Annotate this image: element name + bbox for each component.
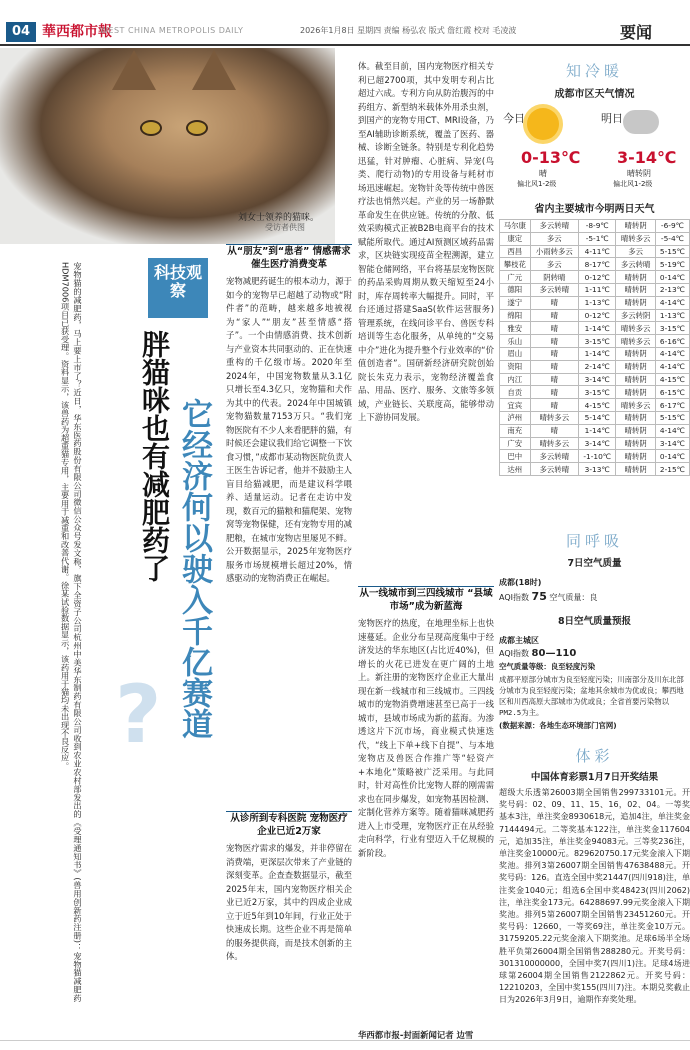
today-temp: 0-13℃ (521, 148, 581, 167)
weather-cell: 晴 (530, 322, 579, 335)
weather-cell: 晴 (530, 360, 579, 373)
weather-cell: 8-17℃ (579, 258, 616, 271)
weather-cell: 晴转阴 (616, 373, 656, 386)
city-weather-row (500, 450, 690, 463)
city-weather-row (500, 220, 690, 233)
weather-cell: 1-14℃ (579, 424, 616, 437)
weather-cell: -5-1℃ (579, 232, 616, 245)
weather-cell: 西昌 (500, 245, 531, 258)
cat-eye-left (140, 120, 162, 136)
tomorrow-label: 明日 (601, 112, 623, 125)
weather-cell: 晴转阴 (616, 347, 656, 360)
city-weather-row (500, 437, 690, 450)
weather-cell: 晴转阴 (616, 450, 656, 463)
weather-cell: 6-15℃ (655, 386, 689, 399)
city-weather-table (499, 219, 690, 476)
weather-cell: -5-4℃ (655, 232, 689, 245)
subhead-county: 从一线城市到三四线城市 “县域市场”成为新蓝海 (359, 588, 493, 612)
weather-cell: 6-17℃ (655, 399, 689, 412)
weather-cell: 眉山 (500, 347, 531, 360)
weather-cell: 晴转阴 (616, 360, 656, 373)
weather-cell: 晴 (530, 335, 579, 348)
weather-cell: 晴 (530, 373, 579, 386)
aqi2-quality: 空气质量等级：良至轻度污染 (499, 662, 596, 671)
aqi2-value: 80—110 (531, 648, 577, 659)
weather-cell: 5-19℃ (655, 258, 689, 271)
weather-cell: 多云转晴 (530, 450, 579, 463)
weather-cell: 晴转多云 (616, 335, 656, 348)
weather-cell: 自贡 (500, 386, 531, 399)
weather-cell: 4-14℃ (655, 360, 689, 373)
air-aqi-row (499, 590, 690, 603)
headline-sub: 它经济何以驶入千亿赛道 (176, 398, 212, 739)
weather-cell: 泸州 (500, 411, 531, 424)
article-body-4: 宠物医疗的热度，在地理坐标上也快速蔓延。企业分布呈现高度集中于经济发达的华东地区(占比近40%)，但增长的火花已进发在更广阔的土地上。新注册的宠物医疗企业正大量出现在新一线城市和三线城市。三四线城市的宠物消费增速甚至已高于一线城市，县域市场成为新的蓝海。为渗透这片下沉市场，商业模式快速迭代，“线上下单+线下自提”、与本地宠物店及兽医合作推广等“轻资产+本地化”策略被广泛采用。与此同时，针对高性价比宠物人群的刚需需求也在同步爆发，如宠物基因检测、定制化营养方案等。随着猫咪减肥药进入上市受理，宠物医疗正在从经验走向科学，行业有望迈入千亿规模的新阶段。 (358, 618, 494, 858)
weather-cell: 遂宁 (500, 296, 531, 309)
weather-cell: 晴转阴 (616, 283, 656, 296)
weather-cell: 多云转阴 (616, 309, 656, 322)
weather-cell: 多云转晴 (530, 463, 579, 476)
weather-cell: 多云 (616, 245, 656, 258)
air-city-2: 成都主城区 (499, 636, 539, 645)
weather-cell: -8-9℃ (579, 220, 616, 233)
weather-cell: 3-13℃ (579, 463, 616, 476)
lottery-panel (499, 745, 690, 1049)
weather-cell: 5-14℃ (579, 411, 616, 424)
weather-panel (499, 60, 690, 530)
lottery-results: 超级大乐透第26003期全国销售299733101元。开奖号码：02、09、11、15、16，02、04。一等奖基本3注，单注奖金8930618元，追加4注，单注奖金7144494元。二等奖基本122注，单注奖金117604元，追加35注，单注奖金94083元。三等奖236注，单注奖金10000元。829620750.17元奖金滚入下期奖池。排列3第26007期全国销售47638488元。开奖号码：126。直选全国中奖21447(四川918)注，单注奖金1040元；组选6全国中奖48423(四川2062)注，单注奖金173元。64288697.99元奖金滚入下期奖池。排列5第26007期全国销售23451260元。开奖号码：12660，一等奖69注，单注奖金10万元。31759205.22元奖金滚入下期奖池。足球6场半全场胜平负第26004期全国销售288280元。开奖号码：301310000000，全国中奖7(四川1)注。足球4场进球第26004期全国销售2122862元。开奖号码：12210203，全国中奖155(四川7)注。本期兑奖截止日为2026年3月9日，逾期作弃奖处理。 (499, 788, 690, 1005)
headline-main: 胖猫咪也有减肥药了 (138, 330, 171, 582)
subhead-clinics: 从诊所到专科医院 宠物医疗企业已近2万家 (226, 811, 352, 838)
city-weather-row (500, 411, 690, 424)
air-quality-panel (499, 530, 690, 731)
weather-cell: 攀枝花 (500, 258, 531, 271)
weather-cell: 0-12℃ (579, 309, 616, 322)
weather-cell: 晴转阴 (616, 271, 656, 284)
aqi-quality: 空气质量：良 (549, 593, 598, 602)
aqi2-label: AQI指数 (499, 649, 529, 658)
city-weather-row (500, 399, 690, 412)
air-subtitle-1: 7日空气质量 (567, 558, 622, 569)
air-note: 成都平原部分城市为良至轻度污染；川南部分及川东北部分城市为良至轻度污染；盆地其余城市为优或良；攀西地区和川西高原大部城市为优或良；全省首要污染物以PM2.5为主。 (499, 675, 684, 717)
weather-cell: 5-15℃ (655, 411, 689, 424)
weather-cell: 晴转多云 (616, 232, 656, 245)
cat-ear-left (112, 50, 156, 90)
city-weather-row (500, 258, 690, 271)
article-body-1: 宠物减肥药诞生的根本动力，源于如今的宠物早已超越了动物或“附件者”的范畴，越来越多地被视为“家人”“朋友”甚至情感“搭子”。一个由情感消费、技术创新与产业资本共同驱动的、正在快速重构的千亿级市场。2020年至2024年，中国宠物数量从3.1亿只增长至4.3亿只，宠物猫和犬作为其中的代表。2024年中国城镇宠物猫数量7153万只。“我们宠物医院有不少人来看肥胖的猫，有时候还会建议我们给它调整一下饮食习惯，”成都市某动物医院负责人王医生告诉记者，他并不鼓励主人盲目给猫减肥，而是建议科学喂养、适量运动。记者在走访中发现，数百元的猫粮和猫爬架、宠物窝等宠物保健，还有宠物专用的减肥粮，在城市宠物店里屡见不鲜。公开数据显示，2025年宠物医疗服务市场规模增长超过20%，情感驱动的宠物消费正在崛起。 (226, 276, 352, 583)
column-mid-1 (226, 244, 352, 1042)
tomorrow-desc: 晴转阴 (627, 169, 651, 178)
city-weather-row (500, 283, 690, 296)
weather-cell: 1-13℃ (579, 296, 616, 309)
city-weather-row (500, 424, 690, 437)
city-weather-row (500, 463, 690, 476)
air-subtitle-2: 8日空气质量预报 (557, 616, 632, 627)
byline: 华西都市报-封面新闻记者 边雪 (358, 1030, 474, 1040)
weather-cell: 阴转晴 (530, 271, 579, 284)
weather-cell: 4-15℃ (655, 373, 689, 386)
weather-cell: 3-15℃ (655, 322, 689, 335)
tomorrow-temp: 3-14℃ (617, 148, 677, 167)
weather-cell: 晴转阴 (616, 463, 656, 476)
column-mid-2 (358, 60, 494, 1041)
weather-cell: 6-16℃ (655, 335, 689, 348)
aqi-label: AQI指数 (499, 593, 529, 602)
weather-cell: 广元 (500, 271, 531, 284)
weather-cell: 3-14℃ (655, 437, 689, 450)
weather-cell: 2-14℃ (579, 360, 616, 373)
weather-cell: 绵阳 (500, 309, 531, 322)
city-weather-row (500, 245, 690, 258)
weather-cell: 4-15℃ (579, 399, 616, 412)
weather-cell: 多云转晴 (530, 220, 579, 233)
weather-cell: 多云转晴 (616, 258, 656, 271)
weather-cell: 1-11℃ (579, 283, 616, 296)
weather-cell: 4-11℃ (579, 245, 616, 258)
aqi-value: 75 (531, 590, 547, 603)
sun-icon (527, 108, 559, 140)
weather-cell: 3-15℃ (579, 335, 616, 348)
lottery-subtitle: 中国体育彩票1月7日开奖结果 (530, 772, 659, 783)
today-desc: 晴 (539, 169, 547, 178)
header-divider (0, 44, 690, 46)
weather-cell: 晴转多云 (616, 399, 656, 412)
masthead (0, 0, 690, 46)
weather-cell: 3-14℃ (579, 373, 616, 386)
page-footer (0, 1040, 690, 1050)
weather-cell: 德阳 (500, 283, 531, 296)
weather-cell: 4-14℃ (655, 347, 689, 360)
weather-subtitle: 成都市区天气情况 (554, 89, 635, 100)
weather-cell: 0-14℃ (655, 450, 689, 463)
city-weather-row (500, 232, 690, 245)
weather-cell: 2-13℃ (655, 283, 689, 296)
weather-cell: 资阳 (500, 360, 531, 373)
lottery-section-title: 体彩 (575, 747, 614, 765)
weather-cell: 内江 (500, 373, 531, 386)
cat-eye-right (186, 120, 208, 136)
weather-cell: 晴 (530, 309, 579, 322)
weather-cell: 3-14℃ (579, 437, 616, 450)
header-meta: 2026年1月8日 星期四 责编 杨弘农 版式 詹红霞 校对 毛凌波 (300, 26, 517, 35)
page-number: 04 (6, 22, 36, 42)
weather-cell: 多云 (530, 258, 579, 271)
weather-cell: 4-14℃ (655, 424, 689, 437)
weather-section-title: 知冷暖 (565, 62, 623, 80)
city-weather-row (500, 347, 690, 360)
weather-cell: 巴中 (500, 450, 531, 463)
weather-cell: 0-12℃ (579, 271, 616, 284)
weather-cell: 晴 (530, 386, 579, 399)
city-weather-row (500, 309, 690, 322)
weather-cell: 晴转阴 (616, 424, 656, 437)
city-weather-row (500, 335, 690, 348)
weather-cell: 4-14℃ (655, 296, 689, 309)
tomorrow-wind: 偏北风1-2级 (613, 180, 653, 188)
article-body-3: 体。截至目前，国内宠物医疗相关专利已超2700项，其中发明专利占比超过六成。专利方向从防治腹泻的中药组方、新型纳米载体外用杀虫剂，到国产的宠物专用CT、MRI设备，乃至AI辅助诊断系统，覆盖了医药、器械、诊断全链条。特别是专利化趋势迅猛，针对肿瘤、心脏病、异宠(鸟类、爬行动物)的专用设备与耗材市场迅速崛起。宠物针灸等传统中兽医疗法也悄然兴起。产业的另一场静默革命发生在供应链。传统的分散、低效采购模式正被B2B电商平台的技术赋能所取代。通过AI预测区域药品需求，区块链实现疫苗全程溯源，建立智能仓储网络，平台将基层宠物医院的药品采购周期从数天缩短至24小时，库存周转率大幅提升。同时，平台还通过搭建SaaS(软件运营服务)管理系统，在线问诊平台、兽医专科培训等生态化服务，从单纯的“交易中介”进化为提升整个行业效率的“价值创造者”。国研新经济研究院创始院长朱克力表示，宠物经济覆盖食品、用品、医疗、服务、文旅等多领域，产业链长、关联度高，能够带动上下游协同发展。 (358, 61, 494, 422)
city-weather-row (500, 271, 690, 284)
air-source: (数据来源：各地生态环境部门官网) (499, 721, 617, 730)
weather-cell: 晴转阴 (616, 386, 656, 399)
weather-cell: 晴转多云 (616, 322, 656, 335)
city-weather-row (500, 296, 690, 309)
weather-cell: 1-13℃ (655, 309, 689, 322)
tech-badge: 科技观察 (148, 258, 208, 318)
subhead-emotion: 从“朋友”到“患者” 情感需求催生医疗消费变革 (227, 246, 351, 270)
weather-cell: 晴 (530, 399, 579, 412)
weather-cell: 马尔康 (500, 220, 531, 233)
city-weather-row (500, 322, 690, 335)
lead-article-text: 宠物猫的减肥药，马上要上市了？近日，华东医药股份有限公司微信公众号发文称，旗下全资子公司杭州中美华东制药有限公司收到农业农村部发出的《受理通知书》(兽用创新药注册)：宠物猫减肥药HDM7006项目已获受理。资料显示，该兽药为超重猫专用，主要用于减重和改善代谢。徐某试验数据显示，该药用于猫均未出现不良反应。 (60, 262, 83, 1002)
weather-cell: -6-9℃ (655, 220, 689, 233)
weather-cell: 2-15℃ (655, 463, 689, 476)
city-weather-row (500, 373, 690, 386)
air-city: 成都(18时) (499, 578, 542, 587)
section-title: 要闻 (620, 23, 653, 42)
city-table-title: 省内主要城市今明两日天气 (534, 204, 655, 215)
forecast-row (499, 104, 690, 194)
weather-cell: -1-10℃ (579, 450, 616, 463)
weather-cell: 多云 (530, 232, 579, 245)
weather-cell: 雅安 (500, 322, 531, 335)
air-aqi2-row (499, 648, 690, 659)
article-body-2: 宠物医疗需求的爆发，并非停留在消费端，更深层次带来了产业链的深刻变革。企查查数据显示，截至2025年末，国内宠物医疗相关企业已近2万家，其中约四成企业成立于近5年到10年间，行业正处于快速成长期。这些企业不再是简单的服务提供商，而是技术创新的主体。 (226, 843, 352, 961)
today-label: 今日 (503, 112, 525, 125)
cat-ear-right (192, 50, 236, 90)
weather-cell: 晴转阴 (616, 437, 656, 450)
weather-cell: 晴转阴 (616, 296, 656, 309)
weather-cell: 乐山 (500, 335, 531, 348)
weather-cell: 康定 (500, 232, 531, 245)
brand-english: WEST CHINA METROPOLIS DAILY (100, 26, 244, 35)
weather-cell: 晴转多云 (530, 411, 579, 424)
weather-cell: 晴 (530, 296, 579, 309)
question-mark-graphic: ? (115, 668, 162, 761)
air-section-title: 同呼吸 (565, 532, 623, 550)
weather-cell: 小雨转多云 (530, 245, 579, 258)
weather-cell: 3-15℃ (579, 386, 616, 399)
city-weather-row (500, 360, 690, 373)
weather-cell: 达州 (500, 463, 531, 476)
weather-cell: 多云转晴 (530, 283, 579, 296)
headline-block (80, 258, 230, 778)
weather-cell: 南充 (500, 424, 531, 437)
weather-cell: 5-15℃ (655, 245, 689, 258)
weather-cell: 1-14℃ (579, 322, 616, 335)
weather-cell: 晴 (530, 347, 579, 360)
weather-cell: 晴转多云 (530, 437, 579, 450)
photo-credit: 受访者供图 (265, 223, 305, 232)
weather-cell: 晴 (530, 424, 579, 437)
photo-caption: 刘女士领养的猫咪。 (238, 213, 320, 223)
weather-cell: 晴转阴 (616, 220, 656, 233)
weather-cell: 宜宾 (500, 399, 531, 412)
today-wind: 偏北风1-2级 (517, 180, 557, 188)
weather-cell: 1-14℃ (579, 347, 616, 360)
weather-cell: 晴转阴 (616, 411, 656, 424)
weather-cell: 0-14℃ (655, 271, 689, 284)
weather-cell: 广安 (500, 437, 531, 450)
brand-logo: 華西都市報 (42, 24, 112, 40)
cloud-icon (623, 110, 659, 134)
city-weather-row (500, 386, 690, 399)
